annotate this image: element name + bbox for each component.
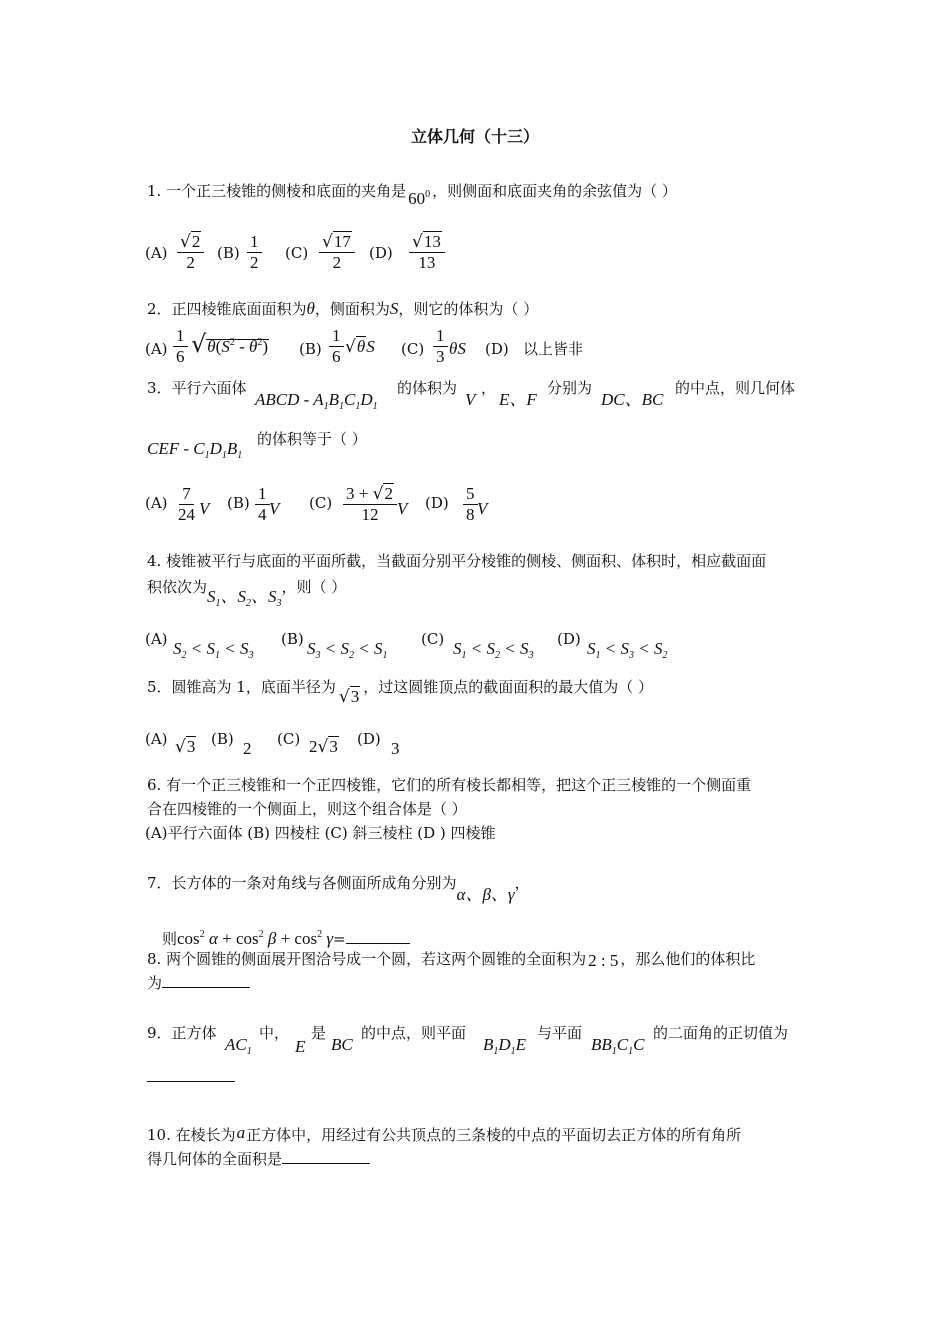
page-title: 立体几何（十三） bbox=[410, 127, 539, 146]
option-b-fraction: $\frac{1}{2}$ bbox=[247, 232, 262, 273]
question-6-line-1: 6. 有一个正三棱锥和一个正四棱锥，它们的所有棱长都相等，把这个正三棱锥的一个侧面重 bbox=[147, 776, 752, 794]
question-7-stem: 7．长方体的一条对角线与各侧面所成角分别为α、β、γ， bbox=[147, 874, 530, 904]
question-10-line-1: 10. 在棱长为a正方体中，用经过有公共顶点的三条棱的中点的平面切去正方体的所有角所 bbox=[147, 1123, 742, 1144]
option-c-label: (C) bbox=[285, 244, 309, 262]
option-b-label: (B) bbox=[217, 244, 240, 262]
question-6-line-2: 合在四棱锥的一个侧面上，则这个组合体是（ ） bbox=[147, 800, 467, 818]
question-4-options: (A) $S_2 < S_1 < S_3$ (B) $S_3 < S_2 < S_1$ (C) $S_1 < S_2 < S_3$ (D) $S_1 < S_3 < S_2$ bbox=[145, 630, 668, 661]
option-a-fraction: $\frac{√2}{2}$ bbox=[177, 232, 204, 273]
question-2-stem: 2．正四棱锥底面面积为θ，侧面积为S，则它的体积为（ ） bbox=[147, 299, 539, 318]
question-4-line-1: 4. 棱锥被平行与底面的平面所截，当截面分别平分棱锥的侧棱、侧面积、体积时，相应截面面 bbox=[147, 552, 767, 570]
question-8-line-1: 8. 两个圆锥的侧面展开图洽号成一个圆，若这两个圆锥的全面积为 2 : 5 ，那么他们的体积比 bbox=[147, 950, 756, 970]
question-3-stem: 3．平行六面体 ABCD - $A_1B_1C_1D_1$ 的体积为 V ， E、F 分别为 DC、BC 的中点，则几何体 bbox=[147, 379, 796, 412]
answer-blank-10 bbox=[282, 1149, 370, 1164]
option-d-label: (D) bbox=[369, 244, 393, 262]
question-9-answer-line bbox=[147, 1066, 235, 1088]
question-4-line-2: 积依次为$S_1$、$S_2$、$S_3$，则（ ） bbox=[147, 578, 347, 609]
question-1-stem: 1. 一个正三棱锥的侧棱和底面的夹角是 $60^0$ ，则侧面和底面夹角的余弦值为（ ） bbox=[147, 182, 677, 208]
question-5-options: (A) √3 (B) 2 (C) 2√3 (D) 3 bbox=[145, 730, 400, 758]
answer-blank-7 bbox=[346, 929, 410, 944]
question-7-formula: 则$\cos^2 \alpha + \cos^2 \beta + \cos^2 \gamma=$ bbox=[162, 924, 410, 950]
question-8-line-2: 为 bbox=[147, 972, 250, 994]
question-9-stem: 9．正方体 $AC_1$ 中， E 是 BC 的中点，则平面 $B_1D_1E$ 与平面 $BB_1C_1C$ 的二面角的正切值为 bbox=[147, 1024, 789, 1057]
option-d-fraction: $\frac{√13}{13}$ bbox=[409, 232, 445, 273]
question-10-line-2: 得几何体的全面积是 bbox=[147, 1148, 370, 1170]
option-c-fraction: $\frac{√17}{2}$ bbox=[319, 232, 355, 273]
option-a-label: (A) bbox=[145, 244, 168, 262]
question-6-options: (A)平行六面体 (B) 四棱柱 (C) 斜三棱柱 (D ) 四棱锥 bbox=[145, 824, 496, 842]
answer-blank-8 bbox=[162, 973, 250, 988]
answer-blank-9 bbox=[147, 1067, 235, 1082]
document-page: 立体几何（十三） 1. 一个正三棱锥的侧棱和底面的夹角是 $60^0$ ，则侧面和底面夹角的余弦值为（ ） (A) $\frac{√2}{2}$ (B) $\frac{1}{2}$ (C) $\frac{√17}{2}$ (D) $\frac{√13}{13}$ 2．正四棱锥底面面积为θ，侧面积为S，则它的体积为（ ） (A) $\frac{1}{6}$ $√\theta(S^2 - \theta^2)$ (B) $\frac{1}{6}$ √θS (C) $\frac{1}{3}$ θS (D) 以上皆非 3．平行六面体 ABCD - $A_1B_1C_1D_1$ 的体积为 V ， E、F 分别为 DC、BC 的中点，则几何体 CEF - $C_1D_1B_1$ 的体积等于（ ） (A) $\frac{7}{24}$ V (B) $\frac{1}{4}$ V (C) $\frac{3 + √2}{12}$ V (D) $\frac{5}{8}$ V 4. 棱锥被平行与底面的平面所截，当截面分别平分棱锥的侧棱、侧面积、体积时，相应截面面 积依次为$S_1$、$S_2$、$S_3$，则（ ） (A) $S_2 < S_1 < S_3$ (B) $S_3 < S_2 < S_1$ (C) $S_1 < S_2 < S_3$ (D) $S_1 < S_3 < S_2$ 5．圆锥高为 1，底面半径为 √3 ，过这圆锥顶点的截面面积的最大值为（ ） (A) √3 (B) 2 (C) 2√3 (D) 3 6. 有一个正三棱锥和一个正四棱锥，它们的所有棱长都相等，把这个正三棱锥的一个侧面重 合在四棱锥的一个侧面上，则这个组合体是（ ） (A)平行六面体 (B) 四棱柱 (C) 斜三棱柱 (D ) 四棱锥 7．长方体的一条对角线与各侧面所成角分别为α、β、γ， 则$\cos^2 \alpha + \cos^2 \beta + \cos^2 \gamma=$ 8. 两个圆锥的侧面展开图洽号成一个圆，若这两个圆锥的全面积为 2 : 5 ，那么他们的体积比 为 9．正方体 $AC_1$ 中， E 是 BC 的中点，则平面 $B_1D_1E$ 与平面 $BB_1C_1C$ 的二面角的正切值为 10. 在棱长为a正方体中，用经过有公共顶点的三条棱的中点的平面切去正方体的所有角所 得几何体的全面积是 bbox=[0, 0, 950, 1344]
question-5-stem: 5．圆锥高为 1，底面半径为 √3 ，过这圆锥顶点的截面面积的最大值为（ ） bbox=[147, 678, 653, 707]
